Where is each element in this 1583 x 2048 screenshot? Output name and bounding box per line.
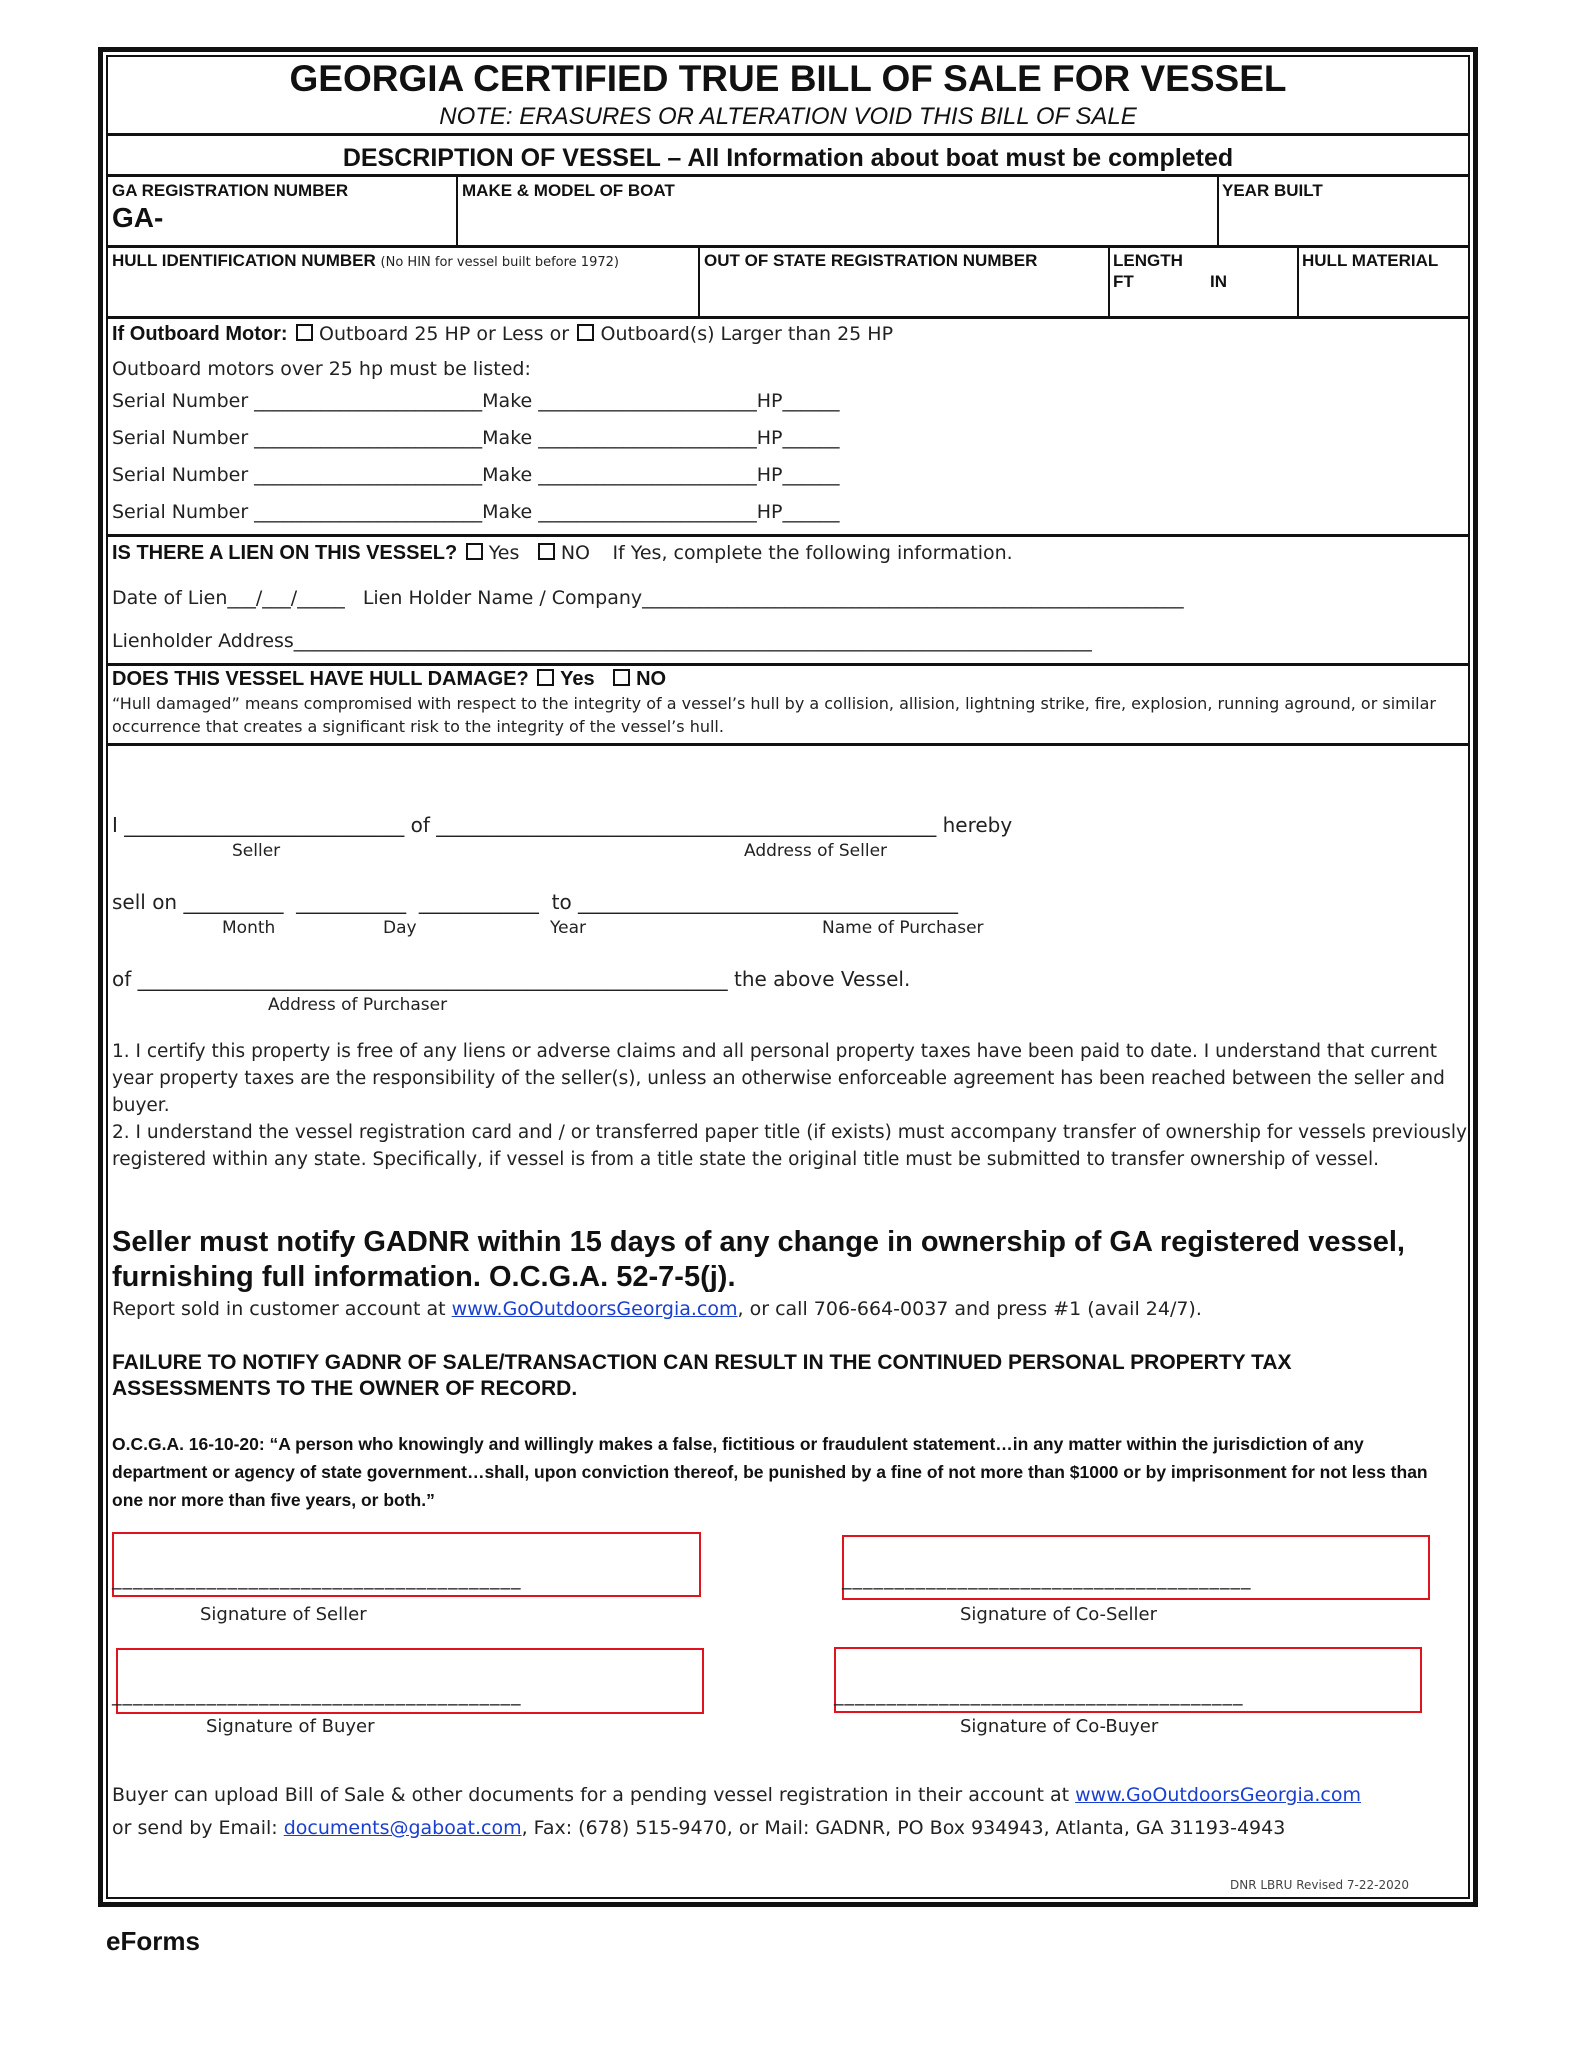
revision-note: DNR LBRU Revised 7-22-2020 xyxy=(1230,1878,1410,1892)
year-built-field[interactable] xyxy=(1222,200,1462,242)
outboard-small-checkbox[interactable] xyxy=(296,324,313,341)
upload-line-2 xyxy=(112,1817,1285,1839)
fax-mail-info: , Fax: (678) 515-9470, or Mail: GADNR, PO Box 934943, Atlanta, GA 31193-4943 xyxy=(521,1817,1286,1839)
make-model-field[interactable] xyxy=(462,200,1212,242)
lien-yes-checkbox[interactable] xyxy=(466,543,483,560)
sale-date-line[interactable]: sell on __________ ___________ ____________ to ______________________________________ xyxy=(112,890,959,914)
divider xyxy=(1108,246,1110,316)
damage-definition: “Hull damaged” means compromised with respect to the integrity of a vessel’s hull by a collision, allision, lightning strike, fire, explosion, running aground, or similar occurrence that creates a significant risk to the integrity of the vessel’s hull. xyxy=(112,694,1436,736)
upload-text: Buyer can upload Bill of Sale & other documents for a pending vessel registration in their account at xyxy=(112,1784,1070,1806)
divider xyxy=(1217,175,1219,246)
lien-question: IS THERE A LIEN ON THIS VESSEL? xyxy=(112,542,458,564)
motor-listed-note: Outboard motors over 25 hp must be listed: xyxy=(112,358,531,380)
lien-instruction: If Yes, complete the following information. xyxy=(612,542,1013,564)
description-heading: DESCRIPTION OF VESSEL – All Information about boat must be completed xyxy=(342,144,1234,172)
damage-question: DOES THIS VESSEL HAVE HULL DAMAGE? xyxy=(112,668,529,690)
divider xyxy=(106,245,1470,248)
hin-field[interactable] xyxy=(112,272,692,312)
co-seller-signature-line: _______________________________________ xyxy=(842,1568,1252,1590)
damage-no-checkbox[interactable] xyxy=(613,669,630,686)
outboard-large-label: Outboard(s) Larger than 25 HP xyxy=(600,323,894,345)
hin-note: (No HIN for vessel built before 1972) xyxy=(380,255,619,270)
divider xyxy=(106,534,1470,537)
upload-link[interactable]: www.GoOutdoorsGeorgia.com xyxy=(1075,1784,1361,1806)
year-built-label: YEAR BUILT xyxy=(1222,181,1323,200)
length-ft-field[interactable]: FT xyxy=(1113,272,1134,291)
ga-registration-label: GA REGISTRATION NUMBER xyxy=(112,181,349,200)
seller-line[interactable]: I ____________________________ of __________________________________________________ hereby xyxy=(112,813,1013,837)
make-model-label: MAKE & MODEL OF BOAT xyxy=(462,181,675,200)
co-buyer-signature-line: _______________________________________ xyxy=(834,1684,1244,1706)
year-caption: Year xyxy=(550,918,586,938)
failure-warning: FAILURE TO NOTIFY GADNR OF SALE/TRANSACTION CAN RESULT IN THE CONTINUED PERSONAL PROPERTY TAX ASSESSMENTS TO THE OWNER OF RECORD. xyxy=(112,1351,1292,1400)
length-in-field[interactable]: IN xyxy=(1210,272,1227,291)
certify-paragraph-2: 2. I understand the vessel registration card and / or transferred paper title (if exists) must accompany transfer of ownership for vessels previously registered within any state. Specifically, if vessel is from a title state the original title must be submitted to transfer ownership of vessel. xyxy=(112,1122,1467,1170)
outboard-small-label: Outboard 25 HP or Less or xyxy=(318,323,570,345)
out-of-state-label: OUT OF STATE REGISTRATION NUMBER xyxy=(704,251,1038,270)
divider xyxy=(106,743,1470,746)
email-prefix: or send by Email: xyxy=(112,1817,278,1839)
eforms-brand: eForms xyxy=(106,1926,200,1956)
divider xyxy=(106,174,1470,177)
lien-no-checkbox[interactable] xyxy=(538,543,555,560)
out-of-state-field[interactable] xyxy=(704,272,1104,312)
seller-signature-caption: Signature of Seller xyxy=(200,1604,367,1625)
motor-row xyxy=(112,323,893,346)
ga-registration-field[interactable]: GA- xyxy=(112,202,164,233)
divider xyxy=(698,246,700,316)
purchaser-address-caption: Address of Purchaser xyxy=(268,995,448,1015)
lien-date-holder-line[interactable]: Date of Lien___/___/_____ Lien Holder Name / Company_________________________________________________________ xyxy=(112,587,1184,609)
seller-signature-line: _______________________________________ xyxy=(112,1568,522,1590)
report-prefix: Report sold in customer account at xyxy=(112,1298,446,1320)
outboard-large-checkbox[interactable] xyxy=(577,324,594,341)
motor-serial-row[interactable]: Serial Number ________________________Make _______________________HP______ xyxy=(112,464,840,486)
upload-line-1 xyxy=(112,1784,1361,1806)
hin-label-text: HULL IDENTIFICATION NUMBER xyxy=(112,251,376,270)
buyer-signature-caption: Signature of Buyer xyxy=(206,1716,375,1737)
certify-paragraph-1: 1. I certify this property is free of any liens or adverse claims and all personal property taxes have been paid to date. I understand that current year property taxes are the responsibility of the seller(s), unless an otherwise enforceable agreement has been reached between the seller and buyer. xyxy=(112,1041,1445,1116)
length-label: LENGTH xyxy=(1113,251,1183,270)
day-caption: Day xyxy=(383,918,417,938)
lien-no-label: NO xyxy=(560,542,590,564)
email-link[interactable]: documents@gaboat.com xyxy=(283,1817,522,1839)
divider xyxy=(456,175,458,246)
report-link[interactable]: www.GoOutdoorsGeorgia.com xyxy=(451,1298,738,1320)
form-title: GEORGIA CERTIFIED TRUE BILL OF SALE FOR VESSEL xyxy=(289,58,1287,99)
divider xyxy=(106,316,1470,319)
seller-address-caption: Address of Seller xyxy=(744,841,888,861)
motor-heading: If Outboard Motor: xyxy=(112,323,288,345)
damage-no-label: NO xyxy=(636,668,667,690)
lien-yes-label: Yes xyxy=(488,542,520,564)
divider xyxy=(106,663,1470,666)
hull-material-label: HULL MATERIAL xyxy=(1302,251,1439,270)
ocga-statement: O.C.G.A. 16-10-20: “A person who knowingly and willingly makes a false, fictitious or fraudulent statement…in any matter within the jurisdiction of any department or agency of state government…shall, upon conviction thereof, be punished by a fine of not more than $1000 or by imprisonment for not less than one nor more than five years, or both.” xyxy=(112,1434,1428,1510)
month-caption: Month xyxy=(222,918,276,938)
form-note: NOTE: ERASURES OR ALTERATION VOID THIS BILL OF SALE xyxy=(439,103,1137,130)
notify-heading: Seller must notify GADNR within 15 days of any change in ownership of GA registered vessel, furnishing full information. O.C.G.A. 52-7-5(j). xyxy=(112,1226,1405,1293)
report-suffix: , or call 706-664-0037 and press #1 (avail 24/7). xyxy=(737,1298,1202,1320)
co-buyer-signature-caption: Signature of Co-Buyer xyxy=(960,1716,1159,1737)
divider xyxy=(106,133,1470,136)
motor-serial-row[interactable]: Serial Number ________________________Make _______________________HP______ xyxy=(112,390,840,412)
buyer-signature-line: _______________________________________ xyxy=(112,1684,522,1706)
motor-serial-row[interactable]: Serial Number ________________________Make _______________________HP______ xyxy=(112,501,840,523)
purchaser-caption: Name of Purchaser xyxy=(822,918,984,938)
report-line xyxy=(112,1298,1202,1320)
damage-yes-checkbox[interactable] xyxy=(537,669,554,686)
lienholder-address-line[interactable]: Lienholder Address____________________________________________________________________________________ xyxy=(112,630,1092,652)
motor-serial-row[interactable]: Serial Number ________________________Make _______________________HP______ xyxy=(112,427,840,449)
lien-row xyxy=(112,542,1013,565)
divider xyxy=(1297,246,1299,316)
co-seller-signature-caption: Signature of Co-Seller xyxy=(960,1604,1158,1625)
hull-material-field[interactable] xyxy=(1302,272,1462,312)
seller-caption: Seller xyxy=(232,841,281,861)
hin-label xyxy=(112,251,619,271)
purchaser-address-line[interactable]: of ___________________________________________________________ the above Vessel. xyxy=(112,967,911,991)
damage-yes-label: Yes xyxy=(560,668,595,690)
damage-row xyxy=(112,668,666,691)
